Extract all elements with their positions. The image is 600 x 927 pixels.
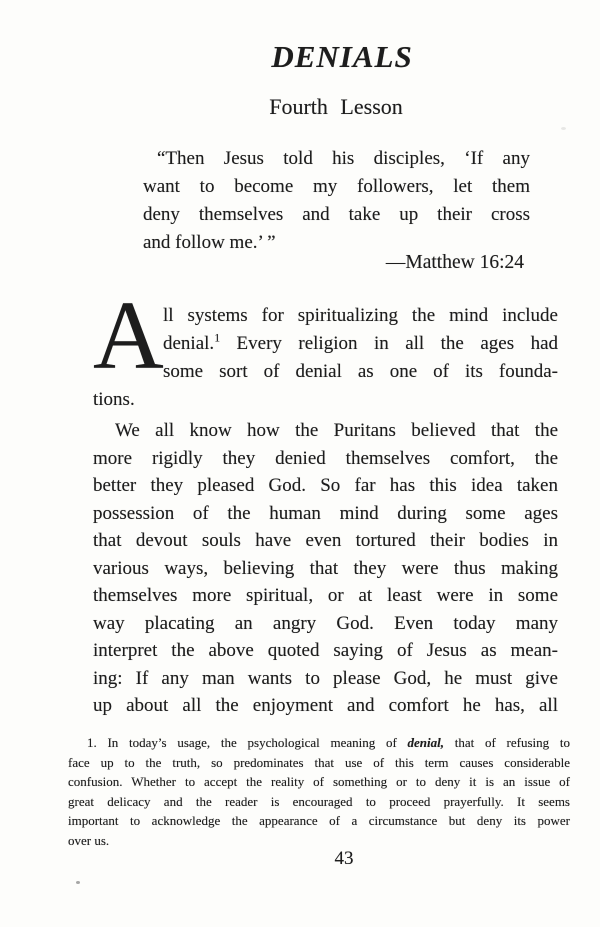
body-line: ll systems for spiritualizing the mind include [163,305,558,326]
body-line: better they pleased God. So far has this idea taken [93,475,558,496]
body-line: interpret the above quoted saying of Jesus as mean- [93,640,558,661]
body-text-segment: Every religion in all the ages had [220,333,558,354]
body-line: way placating an angry God. Even today many [93,612,558,634]
epigraph-attribution: —Matthew 16:24 [385,252,524,273]
body-line: various ways, believing that they were thus making [93,557,558,579]
scan-artifact-speck [76,881,80,884]
footnote-line: important to acknowledge the appearance of a circumstance but deny its power [68,813,570,829]
chapter-title: DENIALS [271,39,413,74]
footnote-line: confusion. Whether to accept the reality of something or to deny it is an issue of [68,774,570,790]
body-line: We all know how the Puritans believed that the [115,420,558,441]
footnote-text-segment: 1. In today’s usage, the psychological meaning of [87,735,408,750]
body-line: some sort of denial as one of its founda- [163,361,558,382]
footnote-block [68,733,570,851]
footnote-italic-term: denial, [407,735,445,750]
footnote-line: over us. [68,832,110,848]
body-line: possession of the human mind during some ages [93,502,558,524]
footnote-line [68,733,570,753]
page-number: 43 [334,848,354,869]
opening-paragraph [93,282,558,414]
epigraph-line: want to become my followers, let them [143,176,530,197]
footnote-reference-superscript: 1 [214,331,221,345]
body-line: ing: If any man wants to please God, he must give [93,667,558,689]
body-line [163,330,558,358]
epigraph-line: and follow me.’ ” [143,232,276,253]
body-line: themselves more spiritual, or at least were in some [93,585,558,606]
body-line: tions. [93,389,135,410]
body-line: that devout souls have even tortured their bodies in [93,530,558,551]
body-line: up about all the enjoyment and comfort he has, all [93,695,558,716]
scan-artifact-speck [561,127,566,130]
body-line: more rigidly they denied themselves comfort, the [93,447,558,469]
epigraph-line: “Then Jesus told his disciples, ‘If any [157,148,530,169]
footnote-line: face up to the truth, so predominates that use of this term causes considerable [68,754,570,770]
epigraph-line: deny themselves and take up their cross [143,204,530,225]
lesson-subtitle: Fourth Lesson [269,94,403,119]
footnote-text-segment: that of refusing to [444,735,570,750]
epigraph-quote [143,145,530,257]
footnote-line: great delicacy and the reader is encouraged to proceed prayerfully. It seems [68,793,570,809]
main-paragraph [93,417,558,720]
body-text-segment: denial. [163,333,215,354]
dropcap-letter: A [93,282,164,390]
